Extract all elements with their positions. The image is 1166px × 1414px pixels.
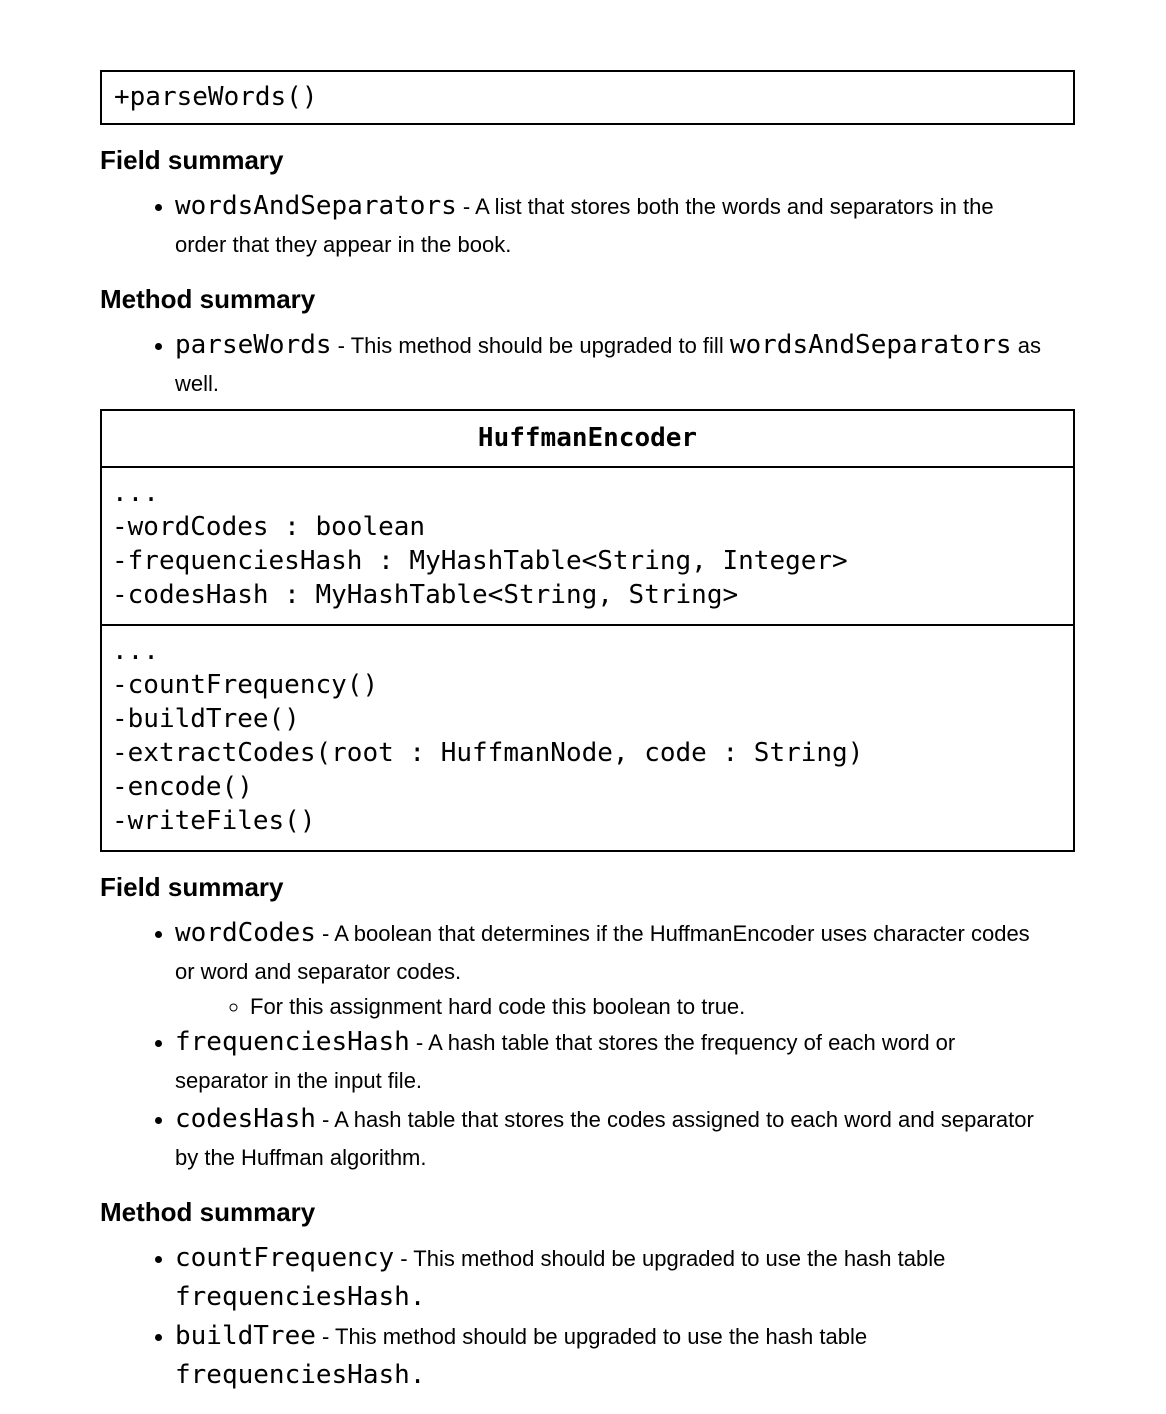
huffman-encoder-uml-box xyxy=(100,409,1075,852)
field-summary-heading-2: Field summary xyxy=(100,872,284,902)
method-summary-list-2 xyxy=(100,1239,1075,1395)
method-summary-list-1 xyxy=(100,326,1075,403)
summary-item xyxy=(175,326,1045,403)
parsewords-class-box xyxy=(100,70,1075,125)
summary-item xyxy=(175,1317,1045,1395)
inline-code: frequenciesHash. xyxy=(175,1282,426,1312)
field-summary-list-2 xyxy=(100,914,1075,1177)
description-text: as well. xyxy=(175,333,1041,396)
method-summary-heading-2: Method summary xyxy=(100,1197,316,1227)
description-text: - This method should be upgraded to use the hash table xyxy=(315,1324,868,1349)
summary-item xyxy=(175,914,1045,1023)
description-text: - A hash table that stores the frequency of each word or separator in the input file. xyxy=(175,1030,956,1093)
uml-member: ... xyxy=(112,478,159,508)
summary-item xyxy=(175,1100,1045,1177)
term-code: wordCodes xyxy=(175,918,316,948)
inline-code: wordsAndSeparators xyxy=(729,330,1012,360)
sub-list xyxy=(175,991,1045,1023)
parsewords-method-label: +parseWords() xyxy=(114,82,318,112)
uml-member: -extractCodes(root : HuffmanNode, code : String) xyxy=(112,738,864,768)
uml-methods-compartment xyxy=(102,624,1073,850)
summary-item xyxy=(175,1023,1045,1100)
description-text: - This method should be upgraded to fill xyxy=(331,333,730,358)
description-text: - A hash table that stores the codes assigned to each word and separator by the Huffman algorithm. xyxy=(175,1107,1034,1170)
term-code: buildTree xyxy=(175,1321,316,1351)
uml-fields-compartment xyxy=(102,468,1073,624)
description-text: - This method should be upgraded to use the hash table xyxy=(394,1246,946,1271)
uml-member: -writeFiles() xyxy=(112,806,316,836)
field-summary-list-1 xyxy=(100,187,1075,264)
summary-item xyxy=(175,187,1045,264)
method-summary-heading-1: Method summary xyxy=(100,284,316,314)
summary-item xyxy=(175,1239,1045,1317)
term-code: codesHash xyxy=(175,1104,316,1134)
description-text: - A list that stores both the words and separators in the order that they appear in the book. xyxy=(175,194,994,257)
sub-item: ◦ For this assignment hard code this boolean to true. xyxy=(250,991,1045,1023)
uml-member: -codesHash : MyHashTable<String, String> xyxy=(112,580,739,610)
field-summary-heading-1: Field summary xyxy=(100,145,284,175)
uml-member: -countFrequency() xyxy=(112,670,379,700)
term-code: parseWords xyxy=(175,330,332,360)
uml-class-name: HuffmanEncoder xyxy=(102,411,1073,468)
uml-member: -wordCodes : boolean xyxy=(112,512,426,542)
term-code: frequenciesHash xyxy=(175,1027,410,1057)
inline-code: frequenciesHash. xyxy=(175,1360,426,1390)
uml-member: -buildTree() xyxy=(112,704,300,734)
uml-member: -encode() xyxy=(112,772,253,802)
term-code: countFrequency xyxy=(175,1243,395,1273)
uml-member: ... xyxy=(112,636,159,666)
uml-member: -frequenciesHash : MyHashTable<String, Integer> xyxy=(112,546,848,576)
description-text: - A boolean that determines if the HuffmanEncoder uses character codes or word and separator codes. xyxy=(175,921,1030,984)
term-code: wordsAndSeparators xyxy=(175,191,457,221)
